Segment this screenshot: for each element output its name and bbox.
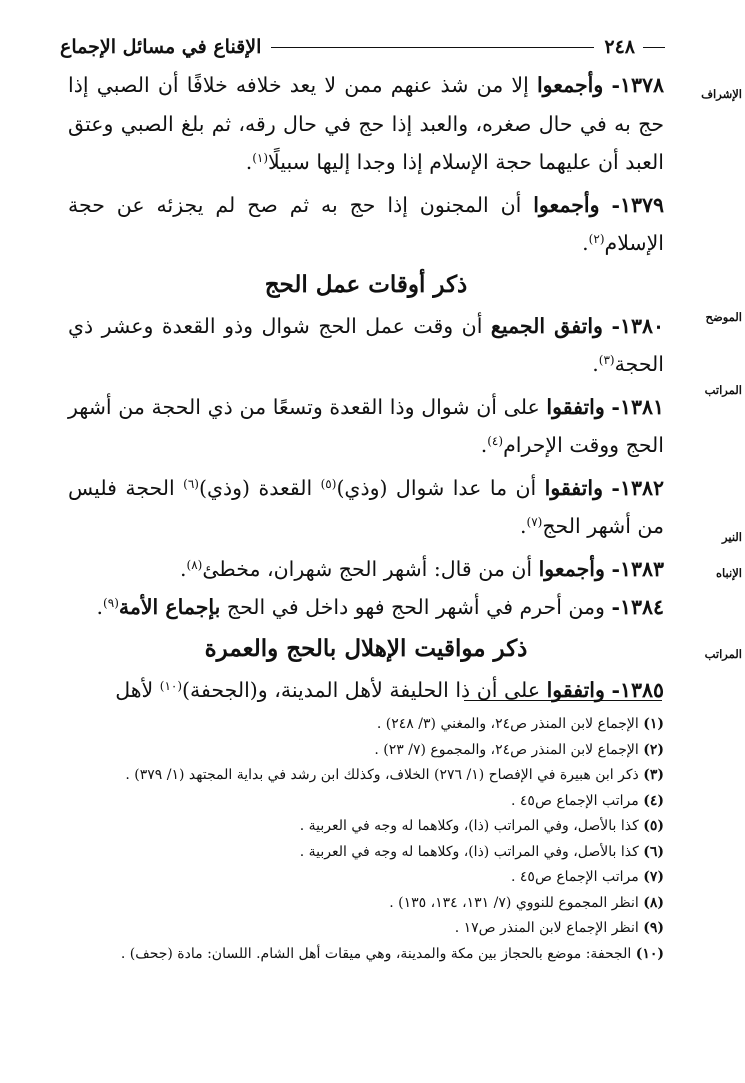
- margin-label: الإشراف: [701, 87, 742, 101]
- issue-1382: [68, 469, 664, 546]
- margin-label: الإنباه: [716, 566, 742, 580]
- footnote-text: انظر المجموع للنووي (٧/ ١٣١، ١٣٤، ١٣٥) .: [389, 894, 644, 911]
- issue-text: أن من قال: أشهر الحج شهران، مخطئ: [202, 556, 539, 581]
- issue-end: .: [582, 231, 589, 255]
- issue-number: ١٣٧٩-: [611, 192, 664, 217]
- issue-text: إلا من شذ عنهم ممن لا يعد خلافه خلافًا أن الصبي إذا حج به في حال صغره، والعبد إذا حج في حال رقه، ثم بلغ الصبي وعتق العبد أن عليهما حجة الإسلام إذا وجدا إليها سبيلًا: [68, 73, 664, 174]
- keyword: واتفقوا: [546, 677, 605, 702]
- running-title: الإقناع في مسائل الإجماع: [60, 36, 262, 58]
- issue-end: .: [480, 433, 488, 457]
- issue-text: على أن شوال وذا القعدة وتسعًا من ذي الحجة من أشهر الحج ووقت الإحرام: [68, 394, 664, 457]
- footnotes: [68, 712, 664, 967]
- issue-text: القعدة (وذي): [198, 475, 321, 500]
- footnote-number: (١٠): [635, 945, 664, 962]
- footnote-number: (٨): [643, 894, 664, 911]
- footnote: [68, 712, 664, 738]
- page-number: ٢٤٨: [604, 36, 635, 58]
- footnote: [68, 891, 664, 917]
- issue-text: ومن أحرم في أشهر الحج فهو داخل في الحج: [220, 595, 612, 619]
- footnote-number: (٧): [643, 869, 664, 885]
- footnote: [68, 916, 664, 942]
- issue-text: على أن ذا الحليفة لأهل المدينة، و(الجحفة): [182, 677, 547, 702]
- footnote-text: ذكر ابن هبيرة في الإفصاح (١/ ٢٧٦) الخلاف، وكذلك ابن رشد في بداية المجتهد (١/ ٣٧٩) .: [125, 767, 644, 783]
- footnote-number: (١): [643, 716, 664, 732]
- section-heading: ذكر مواقيت الإهلال بالحج والعمرة: [204, 634, 528, 662]
- issue-1380: [68, 307, 664, 384]
- issue-text: الحجة فليس من أشهر الحج: [68, 475, 664, 538]
- footnote: [68, 763, 664, 789]
- footnote-number: (٩): [643, 920, 664, 936]
- footnote-ref: (٢): [588, 232, 605, 246]
- keyword: بإجماع الأمة: [118, 595, 221, 619]
- footnote-ref: (٦): [183, 476, 199, 491]
- issue-text: أن المجنون إذا حج به ثم صح لم يجزئه عن حجة الإسلام: [68, 192, 664, 255]
- margin-label: النير: [722, 530, 742, 544]
- footnote-ref: (١): [252, 151, 269, 165]
- footnote-separator: [464, 700, 662, 701]
- footnote-number: (٤): [643, 792, 664, 809]
- issue-number: ١٣٨٢-: [611, 475, 664, 500]
- footnote: [68, 738, 664, 764]
- footnote-text: مراتب الإجماع ص٤٥ .: [510, 869, 644, 885]
- footnote-text: انظر الإجماع لابن المنذر ص١٧ .: [454, 920, 644, 936]
- footnote-ref: (٧): [526, 515, 543, 529]
- issue-end: .: [179, 556, 187, 581]
- issue-text: لأهل: [115, 677, 160, 702]
- section-heading: ذكر أوقات عمل الحج: [264, 270, 468, 298]
- footnote-text: الإجماع لابن المنذر ص٢٤، والمغني (٣/ ٢٤٨) .: [376, 716, 644, 732]
- footnote: [68, 942, 664, 968]
- issue-text: أن ما عدا شوال (وذي): [336, 475, 545, 500]
- footnote-number: (٣): [643, 767, 664, 783]
- footnote-ref: (٥): [320, 476, 337, 491]
- issue-number: ١٣٨٣-: [611, 556, 664, 581]
- keyword: واتفق الجميع: [490, 313, 603, 338]
- header-rule: [271, 47, 594, 48]
- footnote: [68, 789, 664, 815]
- footnote-ref: (١٠): [159, 678, 183, 693]
- issue-number: ١٣٧٨-: [611, 73, 664, 97]
- margin-label: الموضح: [705, 310, 742, 324]
- issue-1381: [68, 388, 664, 465]
- issue-end: .: [96, 595, 104, 619]
- footnote-text: مراتب الإجماع ص٤٥ .: [510, 792, 644, 809]
- running-header: [60, 30, 665, 64]
- footnote: [68, 814, 664, 840]
- footnote: [68, 840, 664, 866]
- footnote-number: (٢): [643, 741, 664, 758]
- footnote-ref: (٨): [186, 557, 203, 572]
- header-dash: [643, 47, 665, 48]
- issue-end: .: [592, 352, 599, 376]
- issue-number: ١٣٨٠-: [611, 313, 664, 338]
- footnote-text: الجحفة: موضع بالحجاز بين مكة والمدينة، وهي ميقات أهل الشام. اللسان: مادة (جحف) .: [120, 945, 636, 962]
- issue-end: .: [245, 150, 253, 174]
- issue-number: ١٣٨١-: [611, 394, 664, 419]
- issue-1384: [68, 588, 664, 627]
- keyword: واتفقوا: [544, 475, 603, 500]
- issue-1379: [68, 186, 664, 263]
- issue-1385: [68, 671, 664, 710]
- footnote-text: الإجماع لابن المنذر ص٢٤، والمجموع (٧/ ٢٣) .: [374, 741, 644, 758]
- keyword: وأجمعوا: [536, 73, 604, 97]
- footnote-text: كذا بالأصل، وفي المراتب (ذا)، وكلاهما له وجه في العربية .: [299, 818, 644, 834]
- footnote-text: كذا بالأصل، وفي المراتب (ذا)، وكلاهما له وجه في العربية .: [299, 843, 644, 860]
- keyword: وأجمعوا: [533, 192, 600, 217]
- main-text: [68, 66, 664, 709]
- issue-text: أن وقت عمل الحج شوال وذو القعدة وعشر ذي الحجة: [68, 313, 664, 376]
- footnote-number: (٥): [643, 818, 664, 834]
- issue-number: ١٣٨٤-: [611, 595, 664, 619]
- margin-label: المراتب: [704, 383, 742, 397]
- issue-1378: [68, 66, 664, 182]
- footnote-ref: (٩): [103, 596, 119, 610]
- issue-1383: [68, 550, 664, 589]
- footnote-ref: (٣): [598, 353, 615, 367]
- margin-label: المراتب: [704, 647, 742, 661]
- keyword: واتفقوا: [546, 394, 605, 419]
- footnote-ref: (٤): [487, 434, 504, 448]
- footnote: [68, 865, 664, 891]
- issue-number: ١٣٨٥-: [611, 677, 664, 702]
- issue-end: .: [519, 514, 527, 538]
- footnote-number: (٦): [643, 843, 664, 860]
- keyword: وأجمعوا: [538, 556, 605, 581]
